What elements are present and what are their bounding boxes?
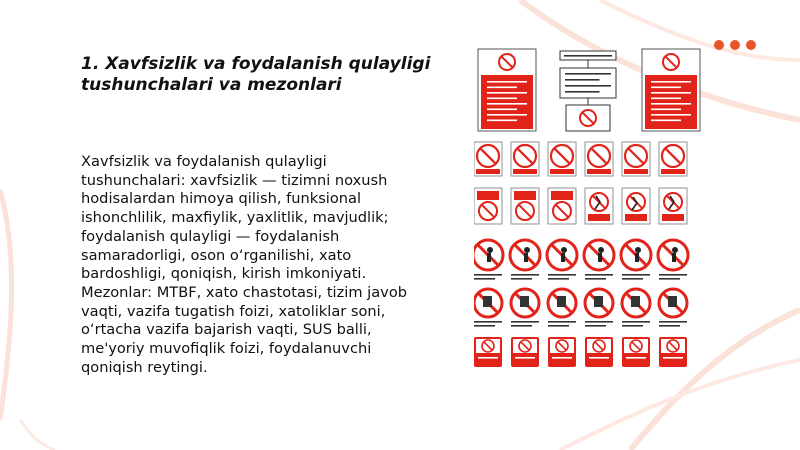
dot-icon xyxy=(746,40,756,50)
decorative-dots xyxy=(714,40,756,50)
slide-body-text: Xavfsizlik va foydalanish qulayligi tushunchalari: xavfsizlik — tizimni noxush hodisalardan himoya qilish, funksional ishonchlilik, maxfiylik, yaxlitlik, mavjudlik; foydalanish qulayligi — foydalanish samaradorligi, oson o‘rganilishi, xato bardoshligi, qoniqish, kirish imkoniyati. Mezonlar: MTBF, xato chastotasi, tizim javob vaqti, vazifa tugatish foizi, xatoliklar soni, o‘rtacha vazifa bajarish vaqti, SUS balli, me'yoriy muvofiqlik foizi, foydalanuvchi qoniqish reytingi. xyxy=(81,153,408,376)
prohibition-signs-image xyxy=(474,45,704,374)
dot-icon xyxy=(714,40,724,50)
prohibition-signs-poster-icon xyxy=(474,45,704,370)
dot-icon xyxy=(730,40,740,50)
slide-title: 1. Xavfsizlik va foydalanish qulayligi tushunchalari va mezonlari xyxy=(81,54,431,95)
